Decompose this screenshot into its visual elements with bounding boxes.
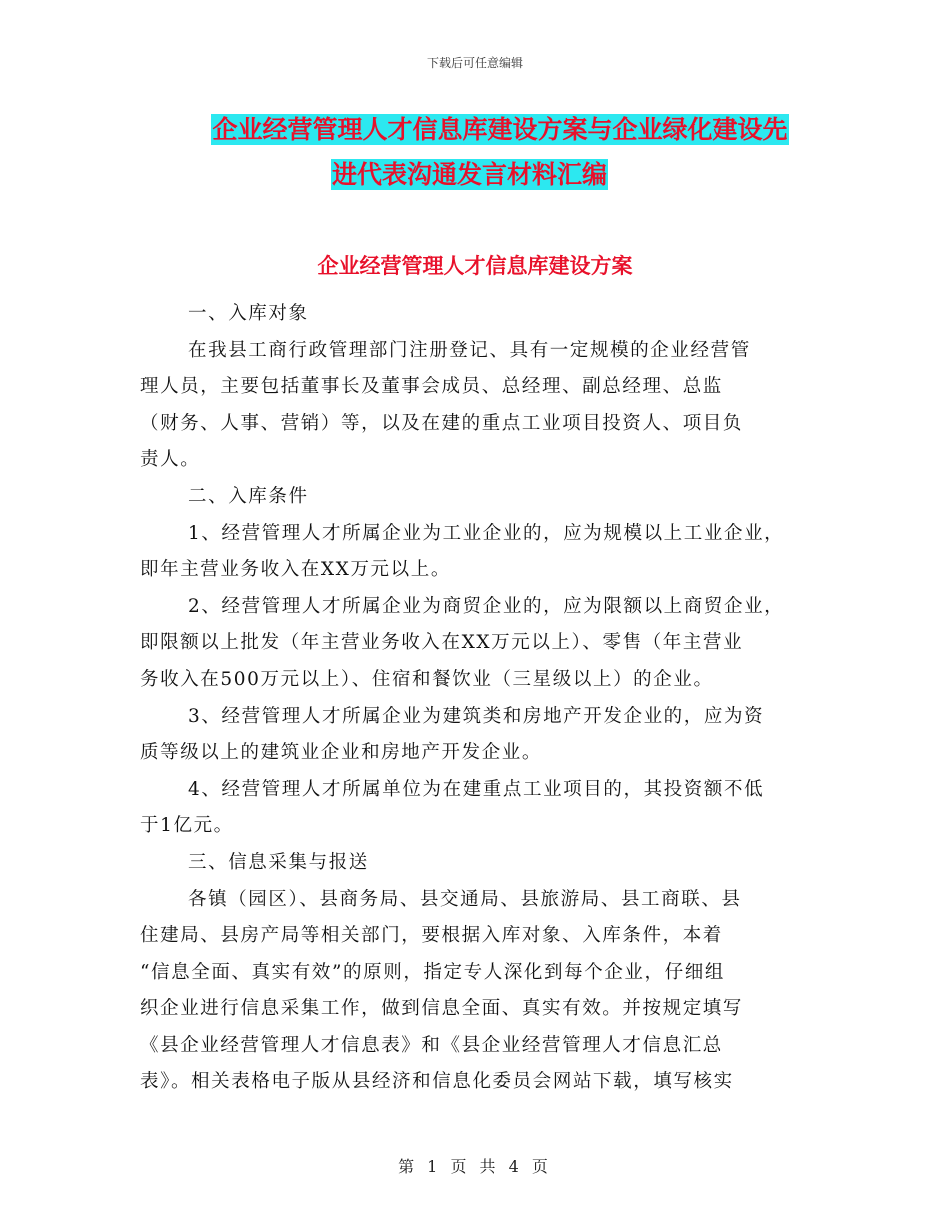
paragraph-line: “信息全面、真实有效”的原则，指定专人深化到每个企业，仔细组: [140, 961, 725, 983]
paragraph-line: 在我县工商行政管理部门注册登记、具有一定规模的企业经营管: [188, 339, 751, 361]
page-footer: 第 1 页 共 4 页: [398, 1157, 552, 1176]
paragraph-line: 2、经营管理人才所属企业为商贸企业的，应为限额以上商贸企业，: [188, 595, 785, 617]
paragraph-line: 1、经营管理人才所属企业为工业企业的，应为规模以上工业企业，: [188, 522, 785, 544]
section-title: 企业经营管理人才信息库建设方案: [317, 254, 633, 278]
paragraph-line: 于1亿元。: [140, 815, 234, 837]
paragraph-line: 理人员，主要包括董事长及董事会成员、总经理、副总经理、总监: [140, 376, 723, 398]
heading-3: 三、信息采集与报送: [188, 851, 369, 873]
heading-1: 一、入库对象: [188, 303, 309, 324]
paragraph-line: 质等级以上的建筑业企业和房地产开发企业。: [140, 742, 543, 764]
paragraph-line: 4、经营管理人才所属单位为在建重点工业项目的，其投资额不低: [188, 778, 765, 800]
document-title-line-2: [331, 157, 608, 193]
paragraph-line: 住建局、县房产局等相关部门，要根据入库对象、入库条件，本着: [140, 925, 723, 947]
paragraph-line: （财务、人事、营销）等，以及在建的重点工业项目投资人、项目负: [140, 412, 744, 434]
paragraph-line: 即限额以上批发（年主营业务收入在XX万元以上）、零售（年主营业: [140, 632, 744, 654]
paragraph-line: 即年主营业务收入在XX万元以上。: [140, 559, 451, 581]
paragraph-line: 各镇（园区）、县商务局、县交通局、县旅游局、县工商联、县: [188, 888, 742, 910]
heading-2: 二、入库条件: [188, 485, 309, 507]
title-highlight-1: 企业经营管理人才信息库建设方案与企业绿化建设先: [212, 115, 788, 144]
title-highlight-2: 进代表沟通发言材料汇编: [332, 160, 608, 189]
paragraph-line: 务收入在500万元以上）、住宿和餐饮业（三星级以上）的企业。: [140, 668, 714, 690]
paragraph-line: 《县企业经营管理人才信息表》和《县企业经营管理人才信息汇总: [140, 1034, 723, 1056]
paragraph-line: 3、经营管理人才所属企业为建筑类和房地产开发企业的，应为资: [188, 705, 765, 727]
paragraph-line: 织企业进行信息采集工作，做到信息全面、真实有效。并按规定填写: [140, 998, 744, 1020]
paragraph-line: 责人。: [140, 449, 201, 471]
document-title-line-1: [0, 112, 950, 148]
paragraph-line: 表》。相关表格电子版从县经济和信息化委员会网站下载，填写核实: [140, 1071, 734, 1093]
page-header-note: 下载后可任意编辑: [426, 56, 523, 70]
document-body: [140, 296, 820, 1101]
